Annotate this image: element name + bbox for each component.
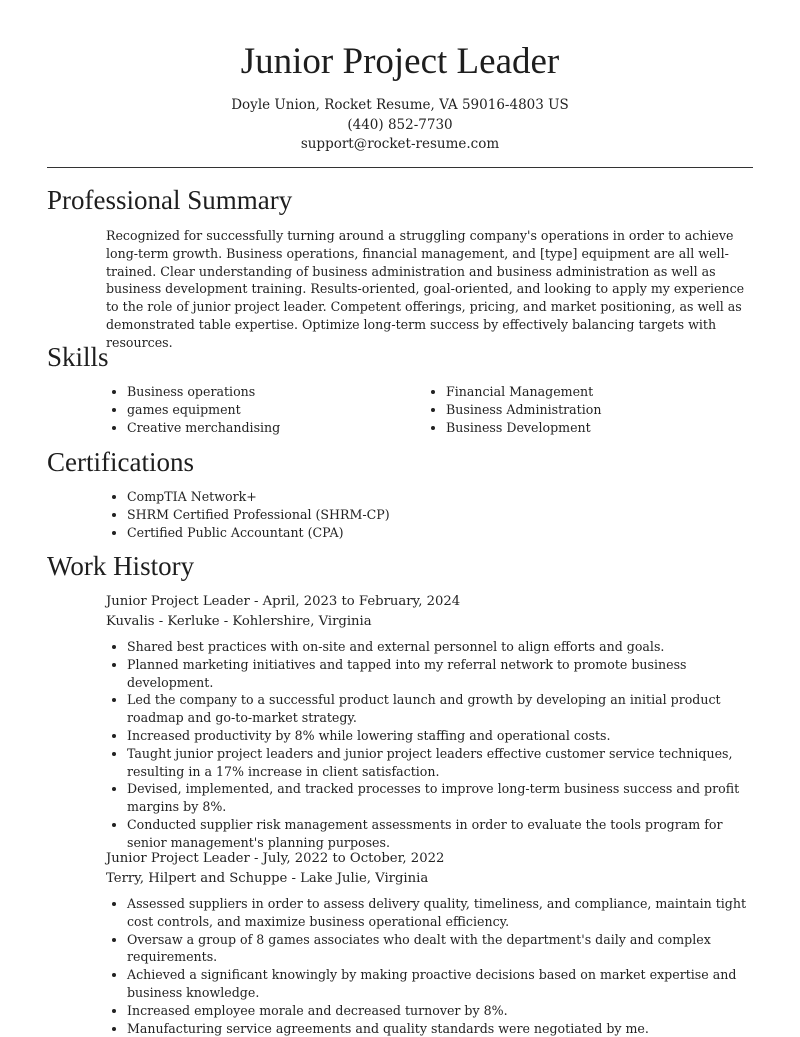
job-title-dates: Junior Project Leader - July, 2022 to October, 2022 — [106, 851, 445, 866]
job-bullet: • Conducted supplier risk management assessments in order to evaluate the tools program for senior management's planning purposes. — [127, 816, 757, 852]
job-bullet: • Manufacturing service agreements and quality standards were negotiated by me. — [127, 1020, 757, 1037]
job-bullet: • Increased productivity by 8% while lowering staffing and operational costs. — [127, 727, 757, 745]
skills-list-left — [127, 383, 280, 436]
job-bullet: • Shared best practices with on-site and external personnel to align efforts and goals. — [127, 638, 757, 656]
skills-list-right — [446, 383, 601, 436]
job-title-dates: Junior Project Leader - April, 2023 to February, 2024 — [106, 594, 461, 609]
skill-item: • Financial Management — [446, 383, 601, 401]
certification-item: • SHRM Certified Professional (SHRM-CP) — [127, 506, 390, 524]
section-title-certifications: Certifications — [47, 447, 194, 477]
job-bullet: • Taught junior project leaders and junior project leaders effective customer service techniques, resulting in a 17% increase in client satisfaction. — [127, 745, 757, 781]
contact-phone: (440) 852-7730 — [347, 116, 453, 133]
contact-block — [0, 96, 800, 155]
contact-address: Doyle Union, Rocket Resume, VA 59016-4803 US — [231, 97, 569, 113]
job-bullets — [127, 895, 757, 1037]
job-bullet: • Oversaw a group of 8 games associates who dealt with the department's daily and complex requirements. — [127, 931, 757, 967]
job-bullet: • Increased employee morale and decreased turnover by 8%. — [127, 1002, 757, 1020]
skill-item: • games equipment — [127, 401, 280, 419]
certification-item: • Certified Public Accountant (CPA) — [127, 524, 390, 542]
skill-item: • Business operations — [127, 383, 280, 401]
resume-header — [0, 0, 800, 155]
certifications-list — [127, 488, 390, 541]
job-company: Kuvalis - Kerluke - Kohlershire, Virginia — [106, 613, 372, 629]
section-title-skills: Skills — [47, 342, 109, 372]
job-header — [106, 592, 460, 631]
job-bullet: • Planned marketing initiatives and tapped into my referral network to promote business development. — [127, 656, 757, 692]
contact-email: support@rocket-resume.com — [300, 136, 500, 152]
header-divider — [47, 167, 753, 168]
section-title-work-history: Work History — [47, 551, 195, 581]
skill-item: • Business Administration — [446, 401, 601, 419]
skill-item: • Creative merchandising — [127, 419, 280, 437]
resume-name: Junior Project Leader — [240, 41, 560, 82]
certification-item: • CompTIA Network+ — [127, 488, 390, 506]
job-company: Terry, Hilpert and Schuppe - Lake Julie, Virginia — [106, 870, 429, 886]
job-bullets — [127, 638, 757, 852]
job-bullet: • Assessed suppliers in order to assess delivery quality, timeliness, and compliance, maintain tight cost controls, and maximize business operational efficiency. — [127, 895, 757, 931]
summary-text: Recognized for successfully turning around a struggling company's operations in order to achieve long-term growth. Business operations, financial management, and [type] equipment are all well-trained. Clear understanding of business administration and business administration as well as business development training. Results-oriented, goal-oriented, and looking to apply my experience to the role of junior project leader. Competent offerings, pricing, and market positioning, as well as demonstrated table expertise. Optimize long-term success by effectively balancing targets with resources. — [106, 228, 745, 350]
job-bullet: • Led the company to a successful product launch and growth by developing an initial product roadmap and go-to-market strategy. — [127, 691, 757, 727]
section-title-summary: Professional Summary — [47, 185, 293, 215]
job-header — [106, 849, 444, 888]
skill-item: • Business Development — [446, 419, 601, 437]
job-bullet: • Devised, implemented, and tracked processes to improve long-term business success and profit margins by 8%. — [127, 780, 757, 816]
job-bullet: • Achieved a significant knowingly by making proactive decisions based on market expertise and business knowledge. — [127, 966, 757, 1002]
